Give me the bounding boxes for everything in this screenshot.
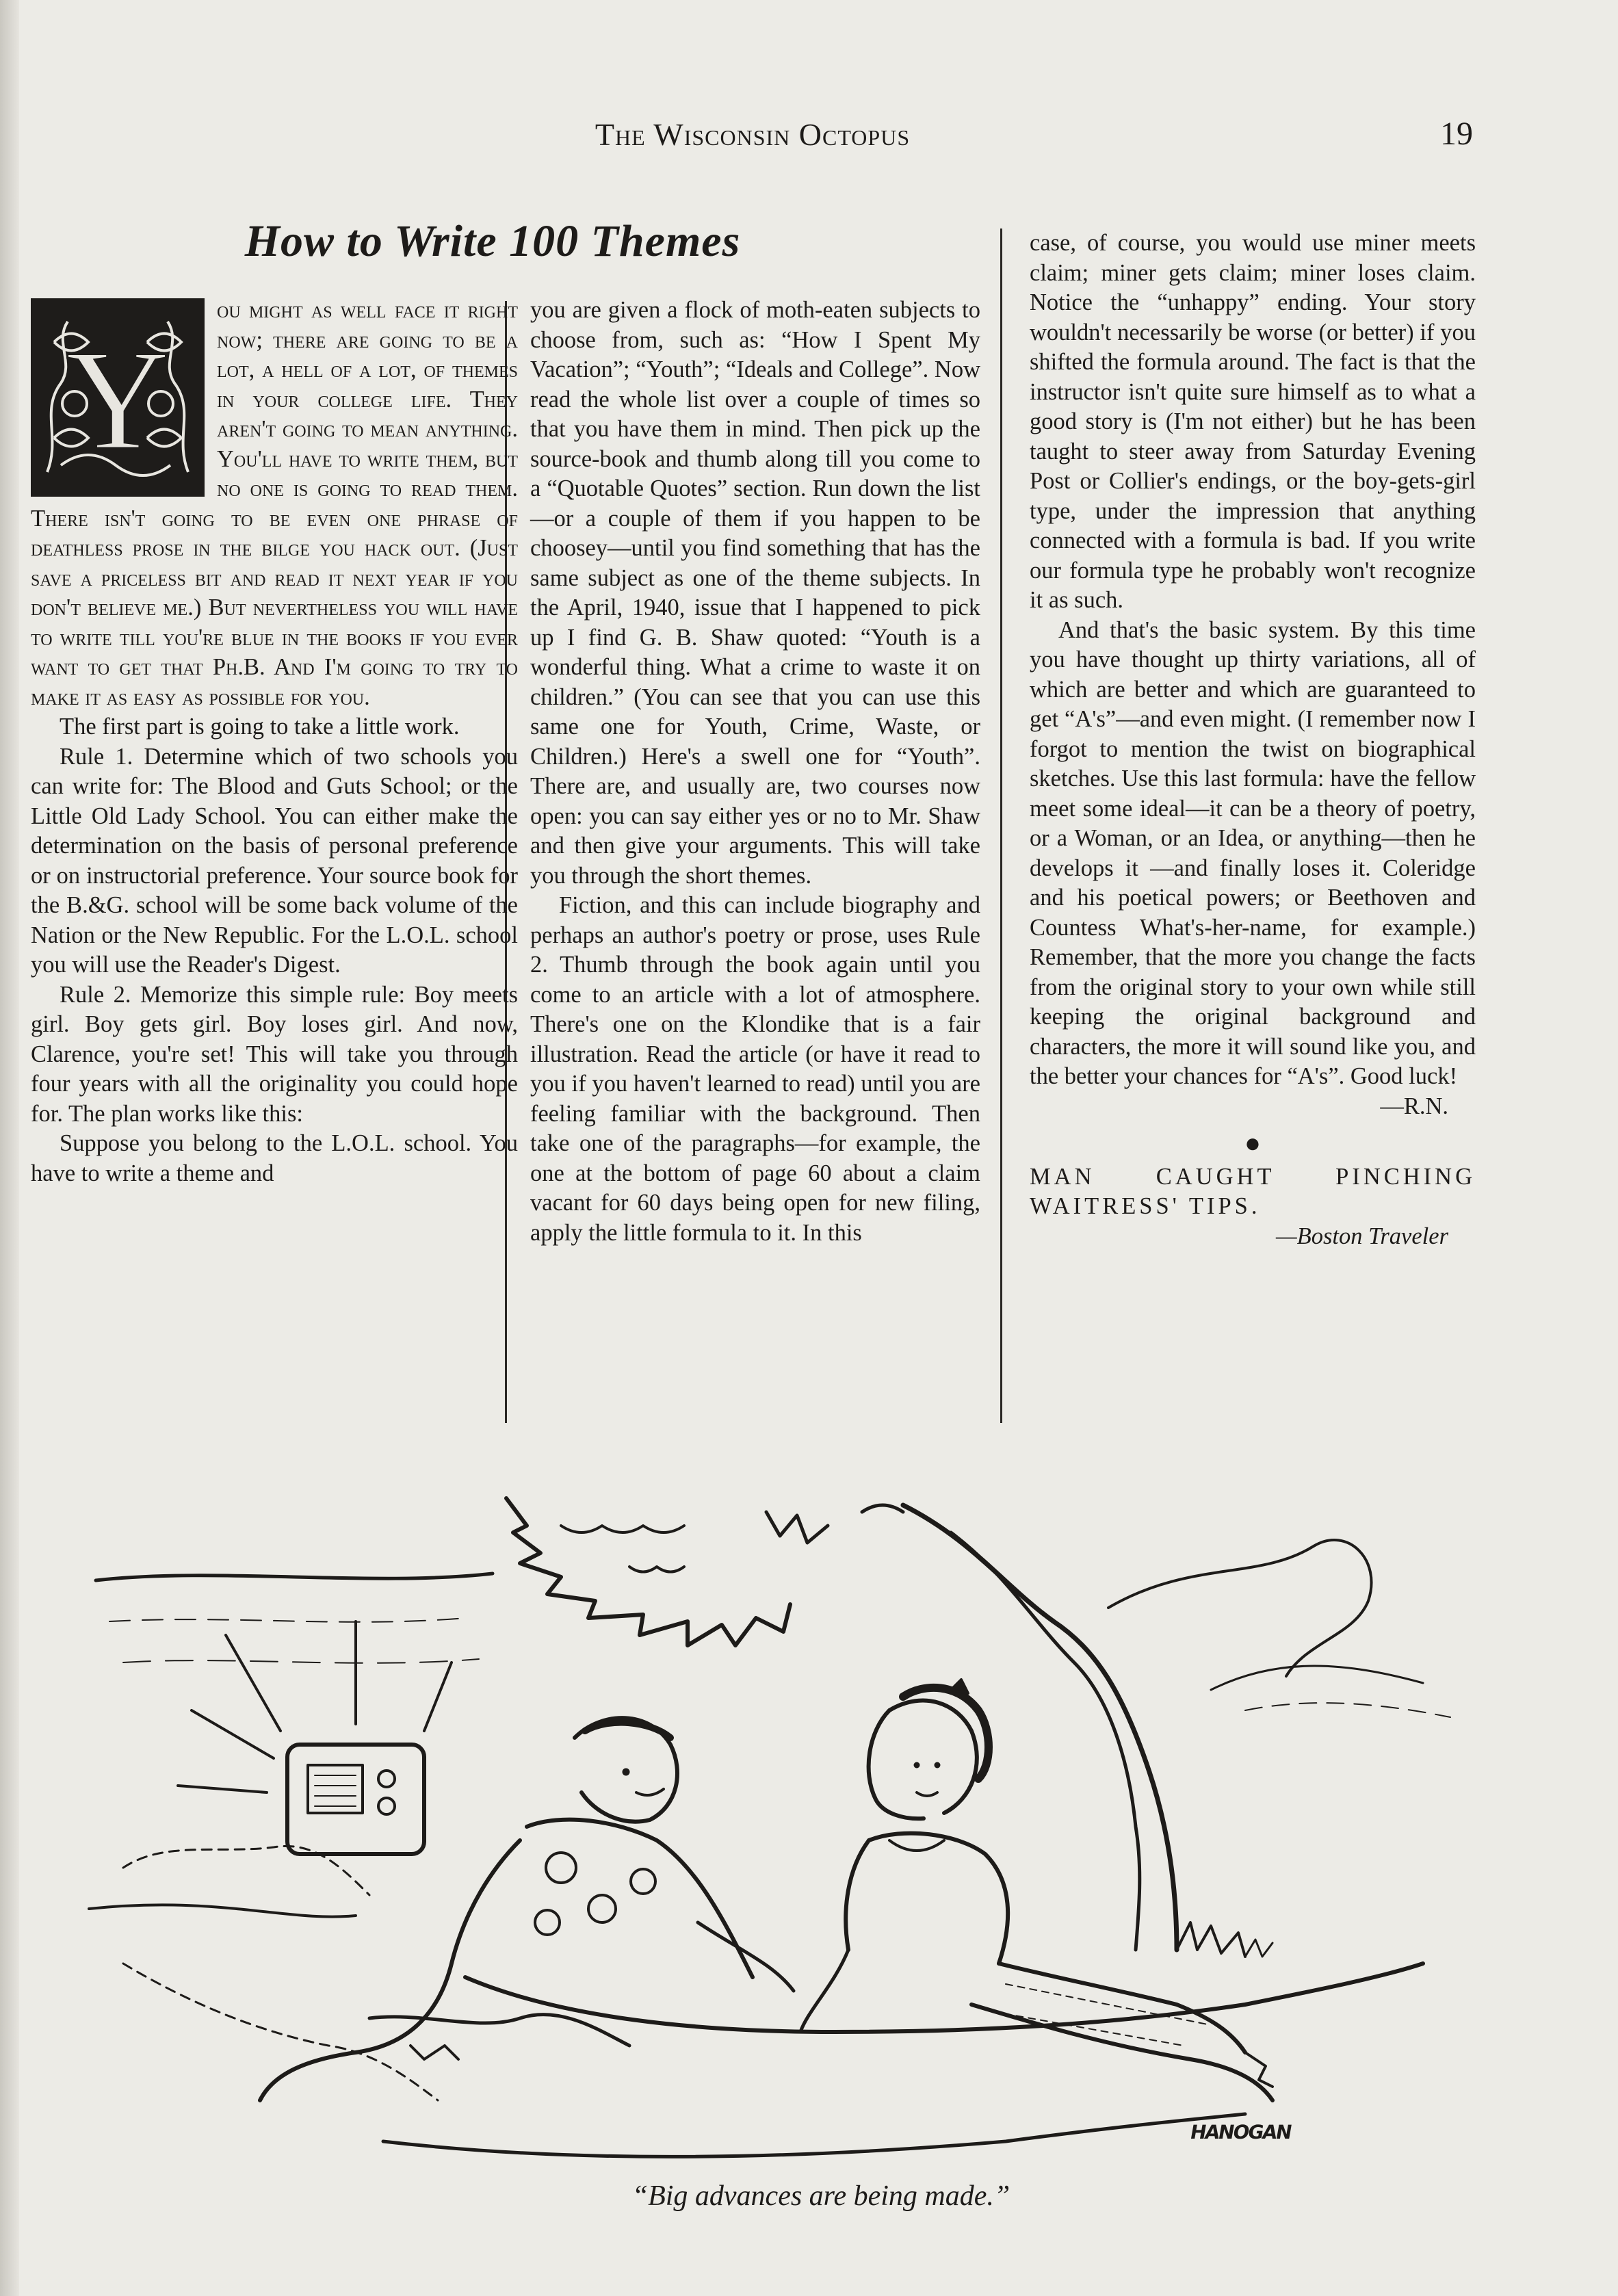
article-column-3 <box>1030 229 1476 1251</box>
clipping-credit: —Boston Traveler <box>1275 1223 1448 1249</box>
page-binding-edge <box>0 0 19 2296</box>
article-title: How to Write 100 Themes <box>244 216 741 266</box>
clipping-headline: MAN CAUGHT PINCHING WAITRESS' TIPS. <box>1030 1163 1476 1219</box>
running-header: The Wisconsin Octopus <box>595 117 911 152</box>
cartoon-illustration <box>82 1485 1526 2176</box>
paragraph: you are given a flock of moth-eaten subjects to choose from, such as: “How I Spent My Vacation”; “Youth”; “Ideals and College”. Now read the whole list over a couple of times so that you have them in mind. Then pick up the source-book and thumb along till you come to a “Quotable Quotes” section. Run down the list—or a couple of them if you happen to be choosey—until you find something that has the same subject as one of the theme subjects. In the April, 1940, issue that I happened to pick up I find G. B. Shaw quoted: “Youth is a wonderful thing. What a crime to waste it on children.” (You can see that you can use this same one for Youth, Crime, Waste, or Children.) Here's a swell one for “Youth”. There are, and usually are, two courses now open: you can say either yes or no to Mr. Shaw and then give your arguments. This will take you through the short themes. <box>530 297 980 889</box>
cartoon-caption: “Big advances are being made.” <box>631 2180 1010 2212</box>
section-bullet: ● <box>1244 1127 1262 1158</box>
paragraph: Fiction, and this can include biography and perhaps an author's poetry or prose, uses Rule 2. Thumb through the book again until you come to an article with a lot of atmosphere. There's one on the Klondike that is a fair illustration. Read the article (or have it read to you if you haven't learned to read) until you are feeling familiar with the background. Then take one of the paragraphs—for example, the one at the bottom of page 60 about a claim vacant for 60 days being open for new filing, apply the little formula to it. In this <box>530 892 980 1246</box>
page-number: 19 <box>1440 116 1473 152</box>
paragraph: ou might as well face it right now; there are going to be a lot, a hell of a lot, of themes in your college life. They aren't going to mean anything. You'll have to write them, but no one is going to read them. There isn't going to be even one phrase of deathless prose in the bilge you hack out. (Just save a priceless bit and read it next year if you don't believe me.) But nevertheless you will have to write till you're blue in the books if you ever want to get that Ph.B. And I'm going to try to make it as easy as possible for you. <box>31 297 518 710</box>
dropcap-letter: Y <box>66 321 170 480</box>
paragraph: Rule 2. Memorize this simple rule: Boy meets girl. Boy gets girl. Boy loses girl. And now, Clarence, you're set! This will take you through four years with all the originality you could hope for. The plan works like this: <box>31 981 518 1127</box>
article-column-2 <box>530 296 980 1248</box>
paragraph: Suppose you belong to the L.O.L. school. You have to write a theme and <box>31 1130 518 1186</box>
paragraph: Rule 1. Determine which of two schools you can write for: The Blood and Guts School; or the Little Old Lady School. You can either make the determination on the basis of personal preference or on instructorial preference. Your source book for the B.&G. school will be some back volume of the Nation or the New Republic. For the L.O.L. school you will use the Reader's Digest. <box>31 743 518 978</box>
artist-signature: HANOGAN <box>1188 2121 1293 2143</box>
author-signature: —R.N. <box>1380 1093 1448 1119</box>
ornamental-dropcap-y <box>31 298 205 497</box>
paragraph: case, of course, you would use miner meets claim; miner gets claim; miner loses claim. Notice the “unhappy” ending. Your story wouldn't necessarily be worse (or better) if you shifted the formula around. The fact is that the instructor isn't quite sure himself as to what a good story is (I'm not either) but he has been taught to steer away from Saturday Evening Post or Collier's endings, or the boy-gets-girl type, under the impression that anything connected with a formula is bad. If you write our formula type he probably won't recognize it as such. <box>1030 230 1476 613</box>
article-column-1 <box>31 296 518 1188</box>
column-divider <box>1000 229 1002 1423</box>
paragraph: And that's the basic system. By this time you have thought up thirty variations, all of which are better and which are guaranteed to get “A's”—and even might. (I remember now I forgot to mention the twist on biographical sketches. Use this last formula: have the fellow meet some ideal—it can be a theory of poetry, or a Woman, or an Idea, or anything—then he develops it —and finally loses it. Coleridge and his poetical powers; or Beethoven and Countess What's-her-name, for example.) Remember, that the more you change the facts from the original story to your own while still keeping the original background and characters, the more it will sound like you, and the better your chances for “A's”. Good luck! <box>1030 616 1476 1089</box>
paragraph: The first part is going to take a little work. <box>60 714 460 740</box>
